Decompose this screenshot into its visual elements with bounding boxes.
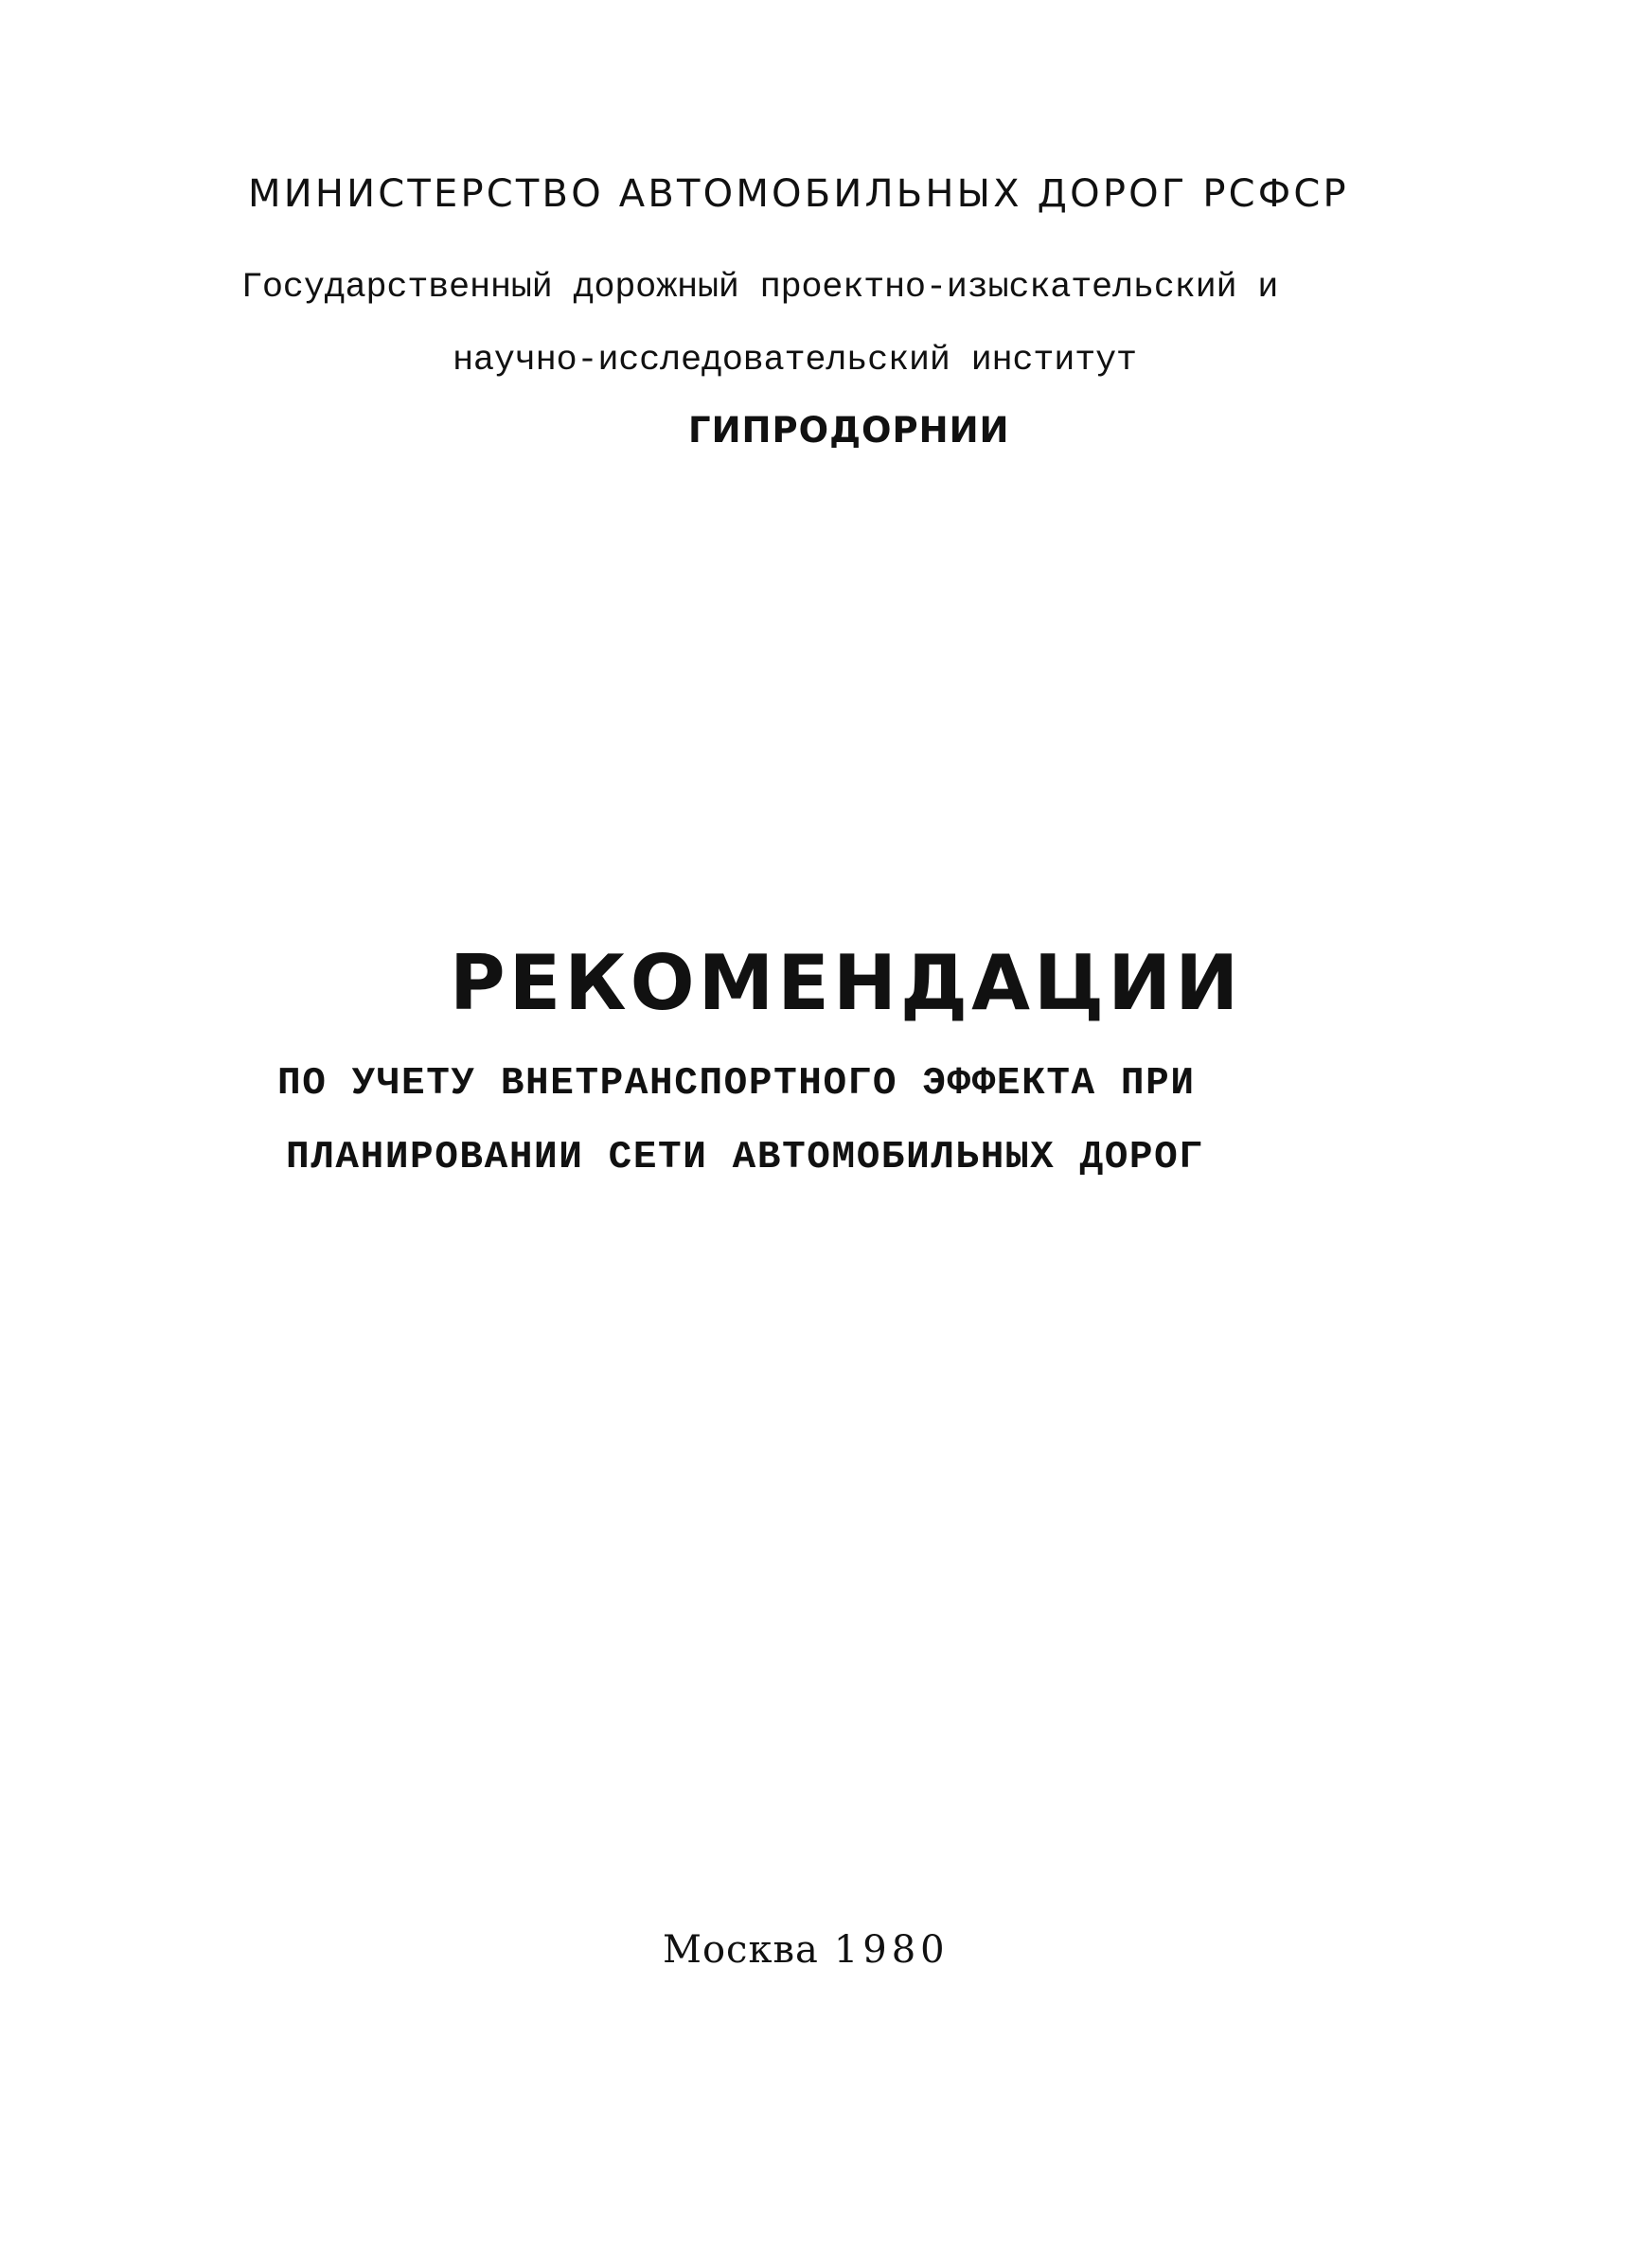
document-subtitle-line-2: ПЛАНИРОВАНИИ СЕТИ АВТОМОБИЛЬНЫХ ДОРОГ — [286, 1136, 1204, 1179]
imprint-city: Москва — [663, 1928, 819, 1972]
imprint — [0, 1928, 1652, 1972]
document-subtitle-line-1: ПО УЧЕТУ ВНЕТРАНСПОРТНОГО ЭФФЕКТА ПРИ — [277, 1062, 1196, 1106]
document-title: РЕКОМЕНДАЦИИ — [450, 939, 1243, 1027]
imprint-year: 1980 — [833, 1928, 950, 1972]
institute-name-line-1: Государственный дорожный проектно-изыскательский и — [241, 268, 1279, 308]
ministry-name: МИНИСТЕРСТВО АВТОМОБИЛЬНЫХ ДОРОГ РСФСР — [248, 172, 1349, 216]
institute-abbreviation: ГИПРОДОРНИИ — [688, 410, 1010, 451]
institute-name-line-2: научно-исследовательский институт — [453, 341, 1137, 381]
